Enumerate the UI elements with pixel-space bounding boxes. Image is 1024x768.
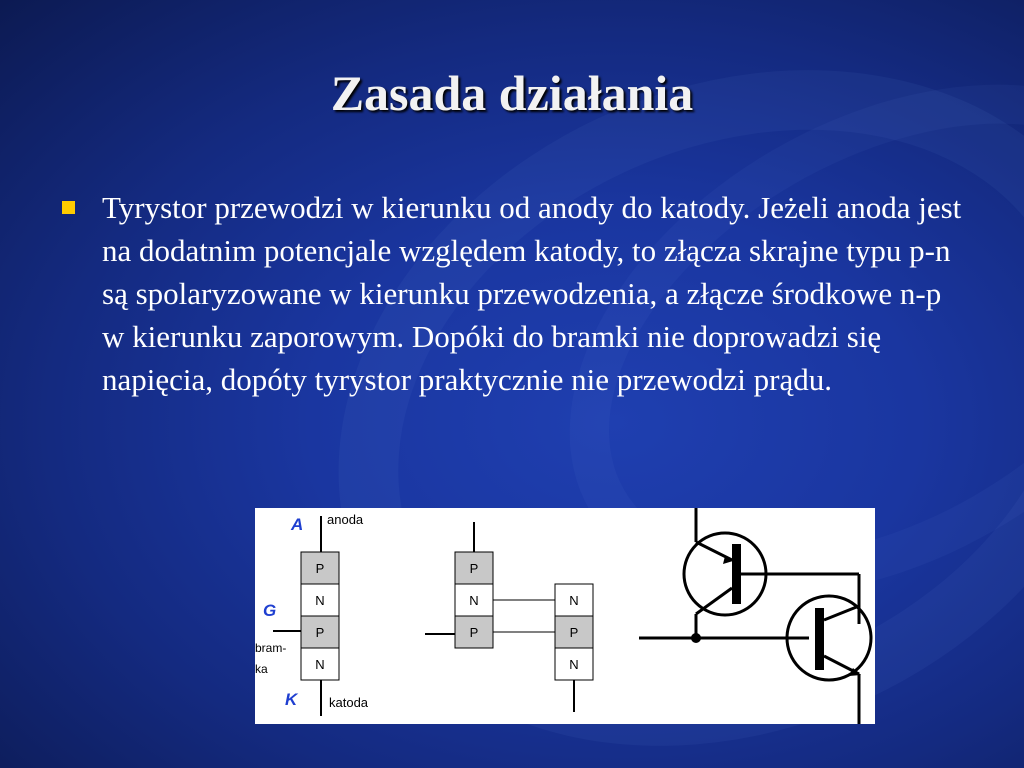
terminal-g-label: G xyxy=(263,601,277,620)
layer-label: N xyxy=(469,593,479,608)
layer-label: N xyxy=(569,657,579,672)
terminal-k-label: K xyxy=(285,690,298,709)
layer-label: P xyxy=(315,561,325,576)
gate-label-line1: bram- xyxy=(255,641,287,655)
junction-dot xyxy=(691,633,701,643)
gate-label-line2: ka xyxy=(255,662,268,676)
layer-label: P xyxy=(315,625,325,640)
layer-label: P xyxy=(569,625,579,640)
cathode-label: katoda xyxy=(329,695,369,710)
thyristor-diagram-svg xyxy=(255,508,875,724)
layer-label: N xyxy=(315,593,325,608)
layer-label: P xyxy=(469,625,479,640)
terminal-a-label: A xyxy=(291,515,304,534)
square-bullet-icon xyxy=(62,201,75,214)
anode-label: anoda xyxy=(327,512,364,527)
slide-title: Zasada działania xyxy=(330,65,694,121)
layer-label: N xyxy=(569,593,579,608)
layer-label: N xyxy=(315,657,325,672)
thyristor-diagram xyxy=(255,508,875,724)
two-transistor-schematic xyxy=(639,508,871,724)
bullet-text: Tyrystor przewodzi w kierunku od anody do katody. Jeżeli anoda jest na dodatnim potencjale względem katody, to złącza skrajne typu p-n są spolaryzowane w kierunku przewodzenia, a złącze środkowe n-p w kierunku zaporowym. Dopóki do bramki nie doprowadzi się napięcia, dopóty tyrystor praktycznie nie przewodzi prądu. xyxy=(102,190,962,397)
layer-label: P xyxy=(469,561,479,576)
